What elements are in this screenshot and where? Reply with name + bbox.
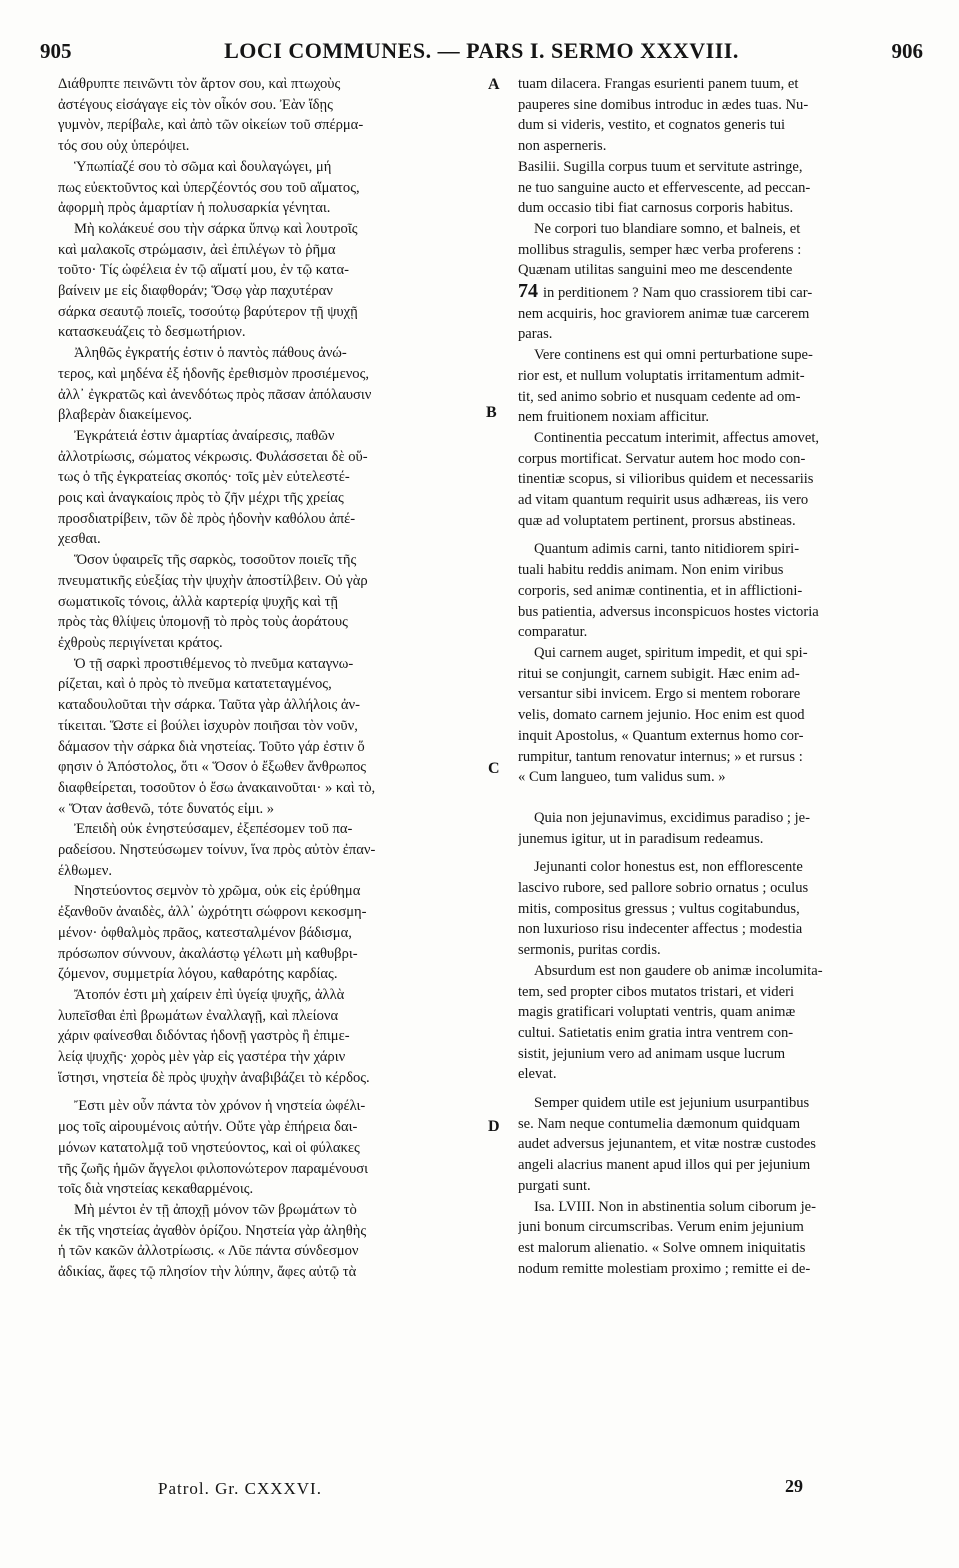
latin-text-line: nem acquiris, hoc graviorem animæ tuæ carcerem bbox=[518, 305, 810, 322]
latin-text-line: bus patientia, adversus inconspicuos hostes victoria bbox=[518, 603, 819, 620]
latin-text-line: Quænam utilitas sanguini meo me descendente bbox=[518, 262, 793, 279]
greek-text-line: τοῖς διὰ νηστείας κεκαθαρμένοις. bbox=[58, 1181, 254, 1198]
greek-text-line: γυμνὸν, περίβαλε, καὶ ἀπὸ τῶν οἰκείων τοῦ σπέρμα- bbox=[58, 117, 364, 134]
section-marker-d: D bbox=[488, 1118, 500, 1135]
left-page-number: 905 bbox=[40, 39, 72, 63]
latin-text-line: Vere continens est qui omni perturbatione supe- bbox=[534, 347, 813, 364]
greek-text-line: ἀλλοτρίωσις, σώματος νέκρωσις. Φυλάσσεται δὲ οὕ- bbox=[58, 448, 368, 465]
latin-text-line: tuali habitu reddis animam. Non enim viribus bbox=[518, 562, 784, 579]
latin-text-line: tit, sed animo sobrio et nusquam cedente ad om- bbox=[518, 388, 801, 405]
margin-number: 74 bbox=[518, 281, 543, 303]
greek-text-line: Νηστεύοντος σεμνὸν τὸ χρῶμα, οὐκ εἰς ἐρύθημα bbox=[74, 883, 361, 900]
greek-text-line: « Ὅταν ἀσθενῶ, τότε δυνατός εἰμι. » bbox=[58, 800, 275, 817]
running-title: LOCI COMMUNES. — PARS I. SERMO XXXVIII. bbox=[224, 38, 739, 63]
latin-text-line: non asperneris. bbox=[518, 138, 607, 155]
latin-text-line: Qui carnem auget, spiritum impedit, et qui spi- bbox=[534, 644, 808, 661]
latin-text-line: lascivo rubore, sed pallore sobrio ornatus ; oculus bbox=[518, 880, 809, 897]
latin-text-line: mollibus stragulis, semper hæc verba proferens : bbox=[518, 241, 802, 258]
latin-text-line: Isa. LVIII. Non in abstinentia solum ciborum je- bbox=[534, 1198, 816, 1215]
latin-text-line: elevat. bbox=[518, 1066, 557, 1083]
latin-text-line: tem, sed propter cibos mutatos tristari, et videri bbox=[518, 983, 794, 1000]
greek-text-line: χεσθαι. bbox=[58, 531, 101, 548]
greek-text-line: Ἔστι μὲν οὖν πάντα τὸν χρόνον ἡ νηστεία ὠφέλι- bbox=[74, 1098, 366, 1115]
section-marker-a: A bbox=[488, 76, 500, 93]
greek-text-line: τῆς ζωῆς ἡμῶν ἄγγελοι φιλοπονώτερον παραμένουσι bbox=[58, 1160, 369, 1177]
greek-text-line: ἡ τῶν κακῶν ἀλλοτρίωσις. « Λῦε πάντα σύνδεσμον bbox=[58, 1243, 359, 1260]
greek-text-line: φησιν ὁ Ἀπόστολος, ὅτι « Ὅσον ὁ ἔξωθεν ἄνθρωπος bbox=[58, 759, 367, 776]
latin-text-line: audet adversus jejunantem, et vitæ nostræ custodes bbox=[518, 1136, 816, 1153]
latin-text-line: angeli alacrius manent apud illos qui per jejunium bbox=[518, 1157, 811, 1174]
greek-text-line: ἐχθροὺς περιγίνεται κράτος. bbox=[58, 634, 223, 651]
greek-text-line: πρόσωπον σύννουν, ἀκαλάστῳ γέλωτι μὴ καθυβρι- bbox=[58, 945, 358, 962]
greek-text-line: δάμασον τὴν σάρκα διὰ νηστείας. Τοῦτο γάρ ἐστιν ὅ bbox=[58, 738, 365, 755]
greek-text-line: Ἐπειδὴ οὐκ ἐνηστεύσαμεν, ἐξεπέσομεν τοῦ πα- bbox=[74, 821, 353, 838]
latin-text-line: Semper quidem utile est jejunium usurpantibus bbox=[534, 1095, 810, 1112]
latin-text-line: versantur sibi invicem. Ergo si mentem roborare bbox=[518, 686, 801, 703]
latin-column bbox=[518, 74, 926, 1474]
latin-text-line: Absurdum est non gaudere ob animæ incolumita- bbox=[534, 962, 823, 979]
greek-text-line: Ὅσον ὑφαιρεῖς τῆς σαρκὸς, τοσοῦτον ποιεῖς τῆς bbox=[74, 552, 357, 569]
greek-text-line: Ἄτοπόν ἐστι μὴ χαίρειν ἐπὶ ὑγείᾳ ψυχῆς, ἀλλὰ bbox=[74, 986, 345, 1003]
latin-text-line: Continentia peccatum interimit, affectus amovet, bbox=[534, 429, 820, 446]
greek-text-line: ἵστησι, νηστεία δὲ πρὸς ψυχὴν ἀναβιβάζει τὸ κέρδος. bbox=[58, 1069, 370, 1086]
latin-text-line: corporis, sed animæ continentia, et in afflictioni- bbox=[518, 582, 803, 599]
latin-text-line: comparatur. bbox=[518, 624, 588, 641]
greek-text-line: καὶ μαλακοῖς στρώμασιν, ἀεὶ ἐπιλέγων τὸ ῥῆμα bbox=[58, 241, 336, 258]
latin-text-line: Quia non jejunavimus, excidimus paradiso ; je- bbox=[534, 809, 811, 826]
latin-text-line: mitis, compositus gressus ; vultus cogitabundus, bbox=[518, 900, 800, 917]
latin-text-line: cultui. Satietatis enim gratia intra ventrem con- bbox=[518, 1024, 794, 1041]
signature-mark: 29 bbox=[785, 1476, 803, 1496]
series-footer: Patrol. Gr. CXXXVI. bbox=[158, 1479, 322, 1498]
greek-text-line: σωματικοῖς τόνοις, ἀλλὰ καρτερίᾳ ψυχῆς καὶ τῇ bbox=[58, 593, 339, 610]
greek-text-line: ρίζεται, καὶ ὁ πρὸς τὸ πνεῦμα κατατεταγμένος, bbox=[58, 676, 332, 693]
latin-text-line: juni bonum circumscribas. Verum enim jejunium bbox=[518, 1219, 804, 1236]
greek-text-line: πρὸς τὰς θλίψεις ὑπομονῇ τὸ πρὸς τοὺς ἀοράτους bbox=[58, 614, 348, 631]
greek-column bbox=[58, 74, 482, 1474]
greek-text-line: μος τοῖς αἱρουμένοις αὐτήν. Οὔτε γὰρ ἐπήρεια δαι- bbox=[58, 1119, 358, 1136]
latin-text-line: Ne corpori tuo blandiare somno, et balneis, et bbox=[534, 220, 801, 237]
greek-text-line: τως ὁ τῆς ἐγκρατείας σκοπός· τοῖς μὲν εὐτελεστέ- bbox=[58, 469, 350, 486]
greek-text-line: ἐξανθοῦν ἀναιδὲς, ἀλλ᾽ ὠχρότητι σώφρονι κεκοσμη- bbox=[58, 904, 367, 921]
latin-text-line: quæ ad voluptatem pertinent, prorsus abstineas. bbox=[518, 512, 796, 529]
latin-text-line: purgati sunt. bbox=[518, 1177, 591, 1194]
greek-text-line: βαίνειν με εἰς διαφθοράν; Ὅσῳ γὰρ παχυτέραν bbox=[58, 283, 333, 300]
greek-text-line: καταδουλοῦται τὴν σάρκα. Ταῦτα γὰρ ἀλλήλοις ἀν- bbox=[58, 697, 361, 714]
latin-text-line: junemus igitur, ut in paradisum redeamus. bbox=[518, 830, 764, 847]
greek-text-line: λυπεῖσθαι ἐπὶ βρωμάτων ἐναλλαγῇ, καὶ πλείονα bbox=[58, 1007, 339, 1024]
latin-text-line: ad vitam quantum requirit usus adhæreas, iis vero bbox=[518, 492, 809, 509]
greek-text-line: μόνων κατατολμᾷ τοῦ νηστεύοντος, καὶ οἱ φύλακες bbox=[58, 1139, 360, 1156]
running-header bbox=[40, 38, 923, 72]
latin-text-line: sistit, jejunium vero ad animam usque lucrum bbox=[518, 1045, 786, 1062]
greek-text-line: χάριν φαίνεσθαι διδόντας ἡδονῇ γαστρὸς ἢ ἐπιμε- bbox=[58, 1028, 350, 1045]
section-marker-c: C bbox=[488, 760, 500, 777]
latin-text-line: rior est, et nullum voluptatis irritamentum admit- bbox=[518, 367, 805, 384]
latin-text-line: velis, domato carnem jejunio. Hoc enim est quod bbox=[518, 707, 805, 724]
latin-text-line: sermonis, puritas cordis. bbox=[518, 942, 661, 959]
latin-text-line: nodum remitte molestiam proximo ; remitte ei de- bbox=[518, 1260, 811, 1277]
greek-text-line: ἀλλ᾽ ἐγκρατῶς καὶ ἀνενδότως πρὸς πᾶσαν ἀπόλαυσιν bbox=[58, 386, 372, 403]
right-page-number: 906 bbox=[891, 39, 923, 63]
greek-text-line: ραδείσου. Νηστεύσωμεν τοίνυν, ἵνα πρὸς αὐτὸν ἐπαν- bbox=[58, 842, 376, 859]
greek-text-line: διαφθείρεται, τοσοῦτον ὁ ἔσω ἀνακαινοῦται· » καὶ τὸ, bbox=[58, 779, 376, 796]
latin-text-line: Basilii. Sugilla corpus tuum et servitute astringe, bbox=[518, 158, 803, 175]
greek-text-line: προσδιατρίβειν, τῶν δὲ πρὸς ἡδονὴν καθόλου ἀπέ- bbox=[58, 510, 356, 527]
latin-text-line: corpus mortificat. Servatur autem hoc modo con- bbox=[518, 450, 806, 467]
latin-text-line: tuam dilacera. Frangas esurienti panem tuum, et bbox=[518, 76, 799, 92]
greek-text-line: κατασκευάζεις τὸ δεσμωτήριον. bbox=[58, 324, 246, 341]
greek-text-line: Ὑπωπίαζέ σου τὸ σῶμα καὶ δουλαγώγει, μή bbox=[74, 158, 332, 175]
greek-text-line: έλθωμεν. bbox=[58, 862, 112, 879]
greek-text-line: τερος, καὶ μηδένα ἐξ ἡδονῆς ἐρεθισμὸν προσιέμενος, bbox=[58, 365, 370, 382]
greek-text-line: τίκειται. Ὥστε εἰ βούλει ἰσχυρὸν ποιῆσαι τὸν νοῦν, bbox=[58, 717, 358, 734]
greek-text-line: τός σου οὐχ ὑπερόψει. bbox=[58, 138, 190, 155]
greek-text-line: πως εὐεκτοῦντος καὶ ὑπερζέοντός σου τοῦ αἵματος, bbox=[58, 179, 360, 196]
greek-text-line: ἐκ τῆς νηστείας ἀγαθὸν ὁρίζου. Νηστεία γὰρ ἀληθὴς bbox=[58, 1222, 367, 1239]
latin-text-line: se. Nam neque contumelia dæmonum quidquam bbox=[518, 1115, 801, 1132]
greek-text-line: ἀστέγους εἰσάγαγε εἰς τὸν οἶκόν σου. Ἐὰν ἴδῃς bbox=[58, 96, 333, 113]
latin-text-line: rumpitur, tantum renovatur internus; » et rursus : bbox=[518, 748, 803, 765]
greek-text-line: σάρκα σεαυτῷ ποιεῖς, τοσούτῳ βαρύτερον τῇ ψυχῇ bbox=[58, 303, 358, 320]
latin-text-line: ne tuo sanguine aucto et effervescente, ad peccan- bbox=[518, 179, 811, 196]
greek-text-line: πνευματικῆς εὐεξίας τὴν ψυχὴν ἀποστίλβειν. Οὐ γὰρ bbox=[58, 572, 368, 589]
latin-text-line: dum occasio tibi fiat carnosus corporis habitus. bbox=[518, 200, 794, 217]
greek-text-line: Μὴ μέντοι ἐν τῇ ἀποχῇ μόνον τῶν βρωμάτων τὸ bbox=[74, 1201, 357, 1218]
greek-text-line: Ἀληθῶς ἐγκρατής ἐστιν ὁ παντὸς πάθους ἀνώ- bbox=[74, 345, 347, 362]
latin-text-line: Jejunanti color honestus est, non efflorescente bbox=[534, 859, 803, 876]
latin-text-line: 74 in perditionem ? Nam quo crassiorem tibi car- bbox=[518, 281, 813, 303]
latin-text-line: magis gratificari voluptati ventris, quam animæ bbox=[518, 1004, 796, 1021]
latin-text-line: « Cum langueo, tum validus sum. » bbox=[518, 769, 726, 786]
latin-text-line: pauperes sine domibus introduc in ædes tuas. Nu- bbox=[518, 96, 809, 113]
greek-text-line: Ἐγκράτειά ἐστιν ἁμαρτίας ἀναίρεσις, παθῶν bbox=[74, 427, 335, 444]
latin-text-line: tinentiæ scopus, si vilioribus quidem et necessariis bbox=[518, 471, 814, 488]
greek-text-line: τοῦτο· Τίς ὠφέλεια ἐν τῷ αἵματί μου, ἐν τῷ κατα- bbox=[58, 262, 349, 279]
latin-text-line: inquit Apostolus, « Quantum externus homo cor- bbox=[518, 727, 804, 744]
latin-text-line: paras. bbox=[518, 326, 553, 343]
greek-text-line: μένον· ὀφθαλμὸς πρᾶος, κατεσταλμένον βάδισμα, bbox=[58, 924, 352, 941]
section-marker-b: B bbox=[486, 404, 497, 421]
greek-text-line: λείᾳ ψυχῆς· χορὸς μὲν γὰρ εἰς γαστέρα τὴν χάριν bbox=[58, 1049, 346, 1066]
latin-text-line: dum si videris, vestito, et cognatos generis tui bbox=[518, 117, 786, 134]
latin-text-line: ritui se conjungit, carnem subigit. Hæc enim ad- bbox=[518, 665, 800, 682]
latin-text-line: est malorum alienatio. « Solve omnem iniquitatis bbox=[518, 1239, 806, 1256]
latin-text-line: non luxurioso risu indecenter affectus ; modestia bbox=[518, 921, 803, 938]
greek-text-line: ζόμενον, συμμετρία λόγου, καθαρότης καρδίας. bbox=[58, 966, 338, 983]
greek-text-line: βλαβερὰν διακείμενος. bbox=[58, 407, 193, 424]
greek-text-line: Διάθρυπτε πεινῶντι τὸν ἄρτον σου, καὶ πτωχοὺς bbox=[58, 76, 341, 92]
greek-text-line: Μὴ κολάκευέ σου τὴν σάρκα ὕπνῳ καὶ λουτροῖς bbox=[74, 220, 358, 237]
latin-text-line: Quantum adimis carni, tanto nitidiorem spiri- bbox=[534, 541, 800, 558]
greek-text-line: ροις καὶ ἀναγκαίοις πρὸς τὸ ζῆν μέχρι τῆς χρείας bbox=[58, 490, 344, 507]
greek-text-line: Ὁ τῇ σαρκὶ προστιθέμενος τὸ πνεῦμα καταγνω- bbox=[74, 655, 354, 672]
latin-text-line: nem fruitionem noxiam afficitur. bbox=[518, 409, 710, 426]
greek-text-line: ἀφορμὴ πρὸς ἁμαρτίαν ἡ πολυσαρκία γένηται. bbox=[58, 200, 331, 217]
greek-text-line: ἀδικίας, ἄφες τῷ πλησίον τὴν λύπην, ἄφες αὐτῷ τὰ bbox=[58, 1264, 357, 1281]
